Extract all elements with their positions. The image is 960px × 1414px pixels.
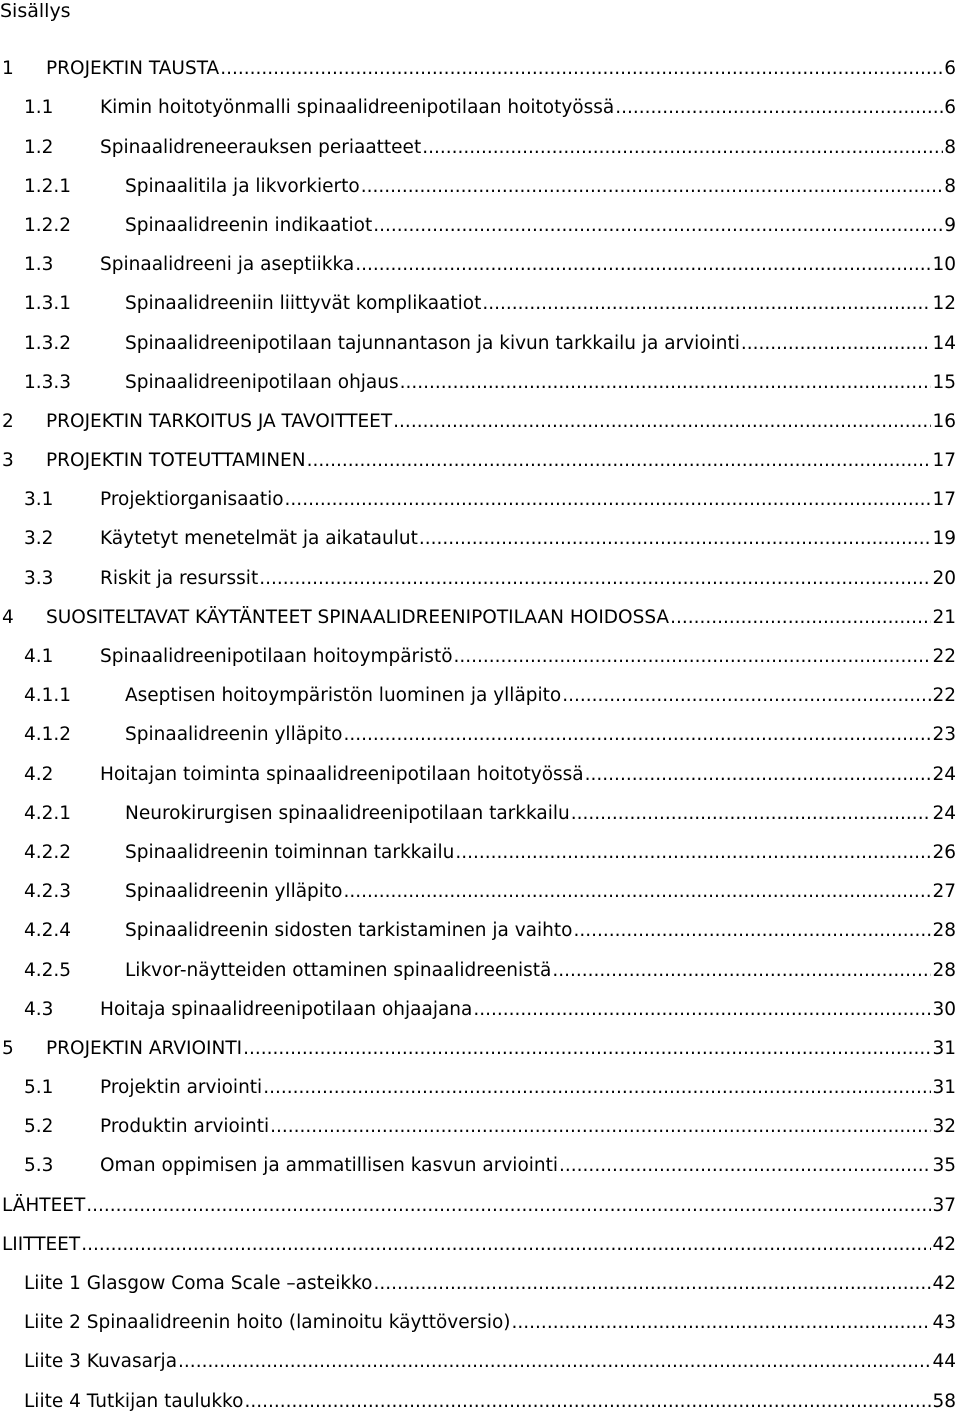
toc-entry-page: 44 <box>932 1351 956 1373</box>
toc-dot-leader <box>585 763 932 787</box>
toc-dot-leader <box>455 841 931 865</box>
toc-entry-page: 17 <box>932 450 956 472</box>
toc-dot-leader <box>243 1037 931 1061</box>
toc-dot-leader <box>307 449 932 473</box>
toc-entry-page: 22 <box>932 685 956 707</box>
toc-entry-number: 1.1 <box>24 97 54 119</box>
toc-entry-title: Spinaalitila ja likvorkierto <box>125 175 360 197</box>
toc-entry-number: 5.1 <box>24 1077 54 1099</box>
toc-entry[interactable] <box>0 238 956 277</box>
toc-entry-number: 4 <box>2 606 14 628</box>
toc-entry-page: 10 <box>932 254 956 276</box>
toc-entry-page: 12 <box>932 293 956 315</box>
toc-entry-title: Liite 3 Kuvasarja <box>24 1351 178 1373</box>
toc-entry[interactable] <box>0 1296 956 1335</box>
toc-dot-leader <box>263 1076 931 1100</box>
toc-entry[interactable] <box>0 708 956 747</box>
toc-dot-leader <box>562 684 931 708</box>
toc-entry[interactable] <box>0 434 956 473</box>
toc-dot-leader <box>361 175 944 199</box>
toc-entry[interactable] <box>0 120 956 159</box>
toc-entry-number: 4.1.1 <box>24 685 72 707</box>
toc-entry-page: 14 <box>932 332 956 354</box>
toc-entry-page: 22 <box>932 646 956 667</box>
toc-entry-page: 6 <box>944 97 956 119</box>
toc-entry-page: 26 <box>932 841 956 863</box>
toc-dot-leader <box>571 802 932 826</box>
toc-entry[interactable] <box>0 512 956 551</box>
toc-entry-number: 5.2 <box>24 1116 54 1138</box>
toc-entry-page: 30 <box>932 998 956 1020</box>
toc-entry-page: 28 <box>932 959 956 981</box>
toc-entry-title: Käytetyt menetelmät ja aikataulut <box>100 528 418 550</box>
toc-entry-title: Spinaalidreenin indikaatiot <box>125 214 373 236</box>
toc-entry[interactable] <box>0 630 956 669</box>
toc-entry[interactable] <box>0 395 956 434</box>
toc-dot-leader <box>355 253 931 277</box>
toc-entry-number: 4.2.2 <box>24 841 72 863</box>
toc-entry-number: 2 <box>2 410 14 432</box>
toc-entry-page: 16 <box>932 410 956 432</box>
toc-entry-number: 3.1 <box>24 489 54 511</box>
toc-entry-number: 1.3.2 <box>24 332 72 354</box>
toc-entry-title: Kimin hoitotyönmalli spinaalidreenipotilaan hoitotyössä <box>100 97 615 119</box>
toc-entry[interactable] <box>0 473 956 512</box>
toc-entry-number: 4.2.3 <box>24 881 72 903</box>
toc-dot-leader <box>552 959 931 983</box>
toc-entry-title: Projektin arviointi <box>100 1077 263 1099</box>
toc-dot-leader <box>422 136 943 160</box>
toc-entry[interactable] <box>0 1218 956 1257</box>
toc-entry-title: Produktin arviointi <box>100 1116 270 1138</box>
toc-entry[interactable] <box>0 277 956 316</box>
toc-entry[interactable] <box>0 983 956 1022</box>
toc-entry-page: 42 <box>932 1233 956 1255</box>
toc-entry-number: 4.2.4 <box>24 920 72 942</box>
toc-entry-title: Spinaalidreenipotilaan hoitoympäristö <box>100 646 453 667</box>
toc-entry[interactable] <box>0 747 956 786</box>
toc-entry-page: 24 <box>932 802 956 824</box>
toc-entry[interactable] <box>0 160 956 199</box>
toc-entry[interactable] <box>0 591 956 630</box>
toc-entry-page: 8 <box>944 136 956 158</box>
toc-dot-leader <box>615 96 943 120</box>
toc-entry-title: Oman oppimisen ja ammatillisen kasvun arviointi <box>100 1155 559 1177</box>
toc-dot-leader <box>482 292 931 316</box>
toc-entry-title: PROJEKTIN TARKOITUS JA TAVOITTEET <box>46 410 393 432</box>
toc-entry-title: Liite 4 Tutkijan taulukko <box>24 1390 244 1412</box>
toc-entry-number: 3.3 <box>24 567 54 589</box>
toc-entry[interactable] <box>0 787 956 826</box>
toc-entry-page: 23 <box>932 724 956 746</box>
toc-entry-page: 32 <box>932 1116 956 1138</box>
toc-dot-leader <box>400 371 932 395</box>
toc-entry-page: 19 <box>932 528 956 550</box>
toc-entry-title: Spinaalidreneerauksen periaatteet <box>100 136 422 158</box>
toc-entry-title: Spinaalidreenin ylläpito <box>125 881 343 903</box>
toc-entry[interactable] <box>0 1335 956 1374</box>
toc-entry-title: Liite 1 Glasgow Coma Scale –asteikko <box>24 1273 373 1294</box>
toc-dot-leader <box>374 1272 932 1296</box>
toc-entry-number: 4.1.2 <box>24 724 72 746</box>
toc-entry-page: 9 <box>944 214 956 236</box>
toc-entry-page: 24 <box>932 763 956 785</box>
toc-entry-title: Spinaalidreenin toiminnan tarkkailu <box>125 841 455 863</box>
toc-dot-leader <box>81 1233 931 1257</box>
toc-list <box>0 42 956 1414</box>
toc-entry-number: 1.3.1 <box>24 293 72 315</box>
toc-dot-leader <box>512 1311 932 1335</box>
toc-entry-title: Spinaalidreenin ylläpito <box>125 724 343 746</box>
toc-entry-title: Riskit ja resurssit <box>100 567 259 589</box>
toc-entry[interactable] <box>0 316 956 355</box>
toc-entry-number: 3.2 <box>24 528 54 550</box>
toc-entry-page: 20 <box>932 567 956 589</box>
toc-entry-number: 1.2.2 <box>24 214 72 236</box>
toc-entry-page: 17 <box>932 489 956 511</box>
toc-entry[interactable] <box>0 356 956 395</box>
toc-dot-leader <box>259 567 931 591</box>
toc-entry-page: 21 <box>932 606 956 628</box>
toc-entry-number: 5.3 <box>24 1155 54 1177</box>
toc-entry-page: 35 <box>932 1155 956 1177</box>
toc-entry-title: PROJEKTIN TOTEUTTAMINEN <box>46 450 306 472</box>
toc-dot-leader <box>741 332 932 356</box>
toc-entry[interactable] <box>0 1374 956 1413</box>
toc-dot-leader <box>559 1154 931 1178</box>
toc-entry-number: 4.2 <box>24 763 54 785</box>
toc-dot-leader <box>178 1350 931 1374</box>
toc-entry[interactable] <box>0 865 956 904</box>
toc-dot-leader <box>573 919 931 943</box>
toc-entry-page: 42 <box>932 1273 956 1294</box>
toc-dot-leader <box>419 527 932 551</box>
toc-entry-title: Spinaalidreeniin liittyvät komplikaatiot <box>125 293 482 315</box>
toc-entry-title: PROJEKTIN ARVIOINTI <box>46 1037 243 1059</box>
toc-dot-leader <box>393 410 931 434</box>
toc-entry[interactable] <box>0 199 956 238</box>
toc-entry-title: LÄHTEET <box>2 1194 86 1216</box>
toc-entry[interactable] <box>0 551 956 590</box>
toc-entry-page: 27 <box>932 881 956 903</box>
toc-dot-leader <box>373 214 943 238</box>
toc-entry-title: Liite 2 Spinaalidreenin hoito (laminoitu käyttöversio) <box>24 1312 511 1334</box>
toc-entry-page: 43 <box>932 1312 956 1334</box>
toc-entry-title: Spinaalidreenipotilaan ohjaus <box>125 371 399 393</box>
toc-entry-number: 1.3.3 <box>24 371 72 393</box>
toc-entry-number: 4.2.5 <box>24 959 72 981</box>
toc-entry-title: Aseptisen hoitoympäristön luominen ja ylläpito <box>125 685 562 707</box>
toc-entry[interactable] <box>0 826 956 865</box>
toc-dot-leader <box>454 645 932 669</box>
toc-entry[interactable] <box>0 943 956 982</box>
toc-entry-title: Spinaalidreeni ja aseptiikka <box>100 254 355 276</box>
toc-entry-number: 1.2 <box>24 136 54 158</box>
toc-entry-page: 31 <box>932 1037 956 1059</box>
toc-entry-page: 28 <box>932 920 956 942</box>
toc-title: Sisällys <box>0 0 71 22</box>
toc-entry-page: 31 <box>932 1077 956 1099</box>
toc-dot-leader <box>220 57 943 81</box>
toc-entry-title: SUOSITELTAVAT KÄYTÄNTEET SPINAALIDREENIPOTILAAN HOIDOSSA <box>46 606 670 628</box>
toc-entry-number: 4.3 <box>24 998 54 1020</box>
toc-entry-title: Hoitajan toiminta spinaalidreenipotilaan hoitotyössä <box>100 763 584 785</box>
toc-entry-number: 3 <box>2 450 14 472</box>
toc-entry-number: 4.2.1 <box>24 802 72 824</box>
toc-entry-page: 58 <box>932 1390 956 1412</box>
toc-entry-number: 5 <box>2 1037 14 1059</box>
toc-entry-title: Hoitaja spinaalidreenipotilaan ohjaajana <box>100 998 473 1020</box>
toc-dot-leader <box>86 1194 931 1218</box>
toc-dot-leader <box>344 723 932 747</box>
toc-dot-leader <box>285 488 932 512</box>
toc-entry-number: 1.2.1 <box>24 175 72 197</box>
toc-entry[interactable] <box>0 81 956 120</box>
toc-entry-page: 8 <box>944 175 956 197</box>
toc-entry-title: Likvor-näytteiden ottaminen spinaalidreenistä <box>125 959 552 981</box>
toc-entry[interactable] <box>0 1178 956 1217</box>
toc-entry[interactable] <box>0 1061 956 1100</box>
toc-entry-number: 4.1 <box>24 646 54 667</box>
toc-entry[interactable] <box>0 1022 956 1061</box>
toc-entry-number: 1 <box>2 58 14 80</box>
toc-entry-page: 6 <box>944 58 956 80</box>
toc-entry-title: Neurokirurgisen spinaalidreenipotilaan tarkkailu <box>125 802 570 824</box>
toc-entry[interactable] <box>0 1257 956 1296</box>
toc-entry[interactable] <box>0 904 956 943</box>
toc-entry-title: PROJEKTIN TAUSTA <box>46 58 220 80</box>
toc-dot-leader <box>344 880 932 904</box>
toc-entry[interactable] <box>0 1100 956 1139</box>
toc-entry-title: Projektiorganisaatio <box>100 489 284 511</box>
toc-dot-leader <box>473 998 931 1022</box>
toc-entry[interactable] <box>0 1139 956 1178</box>
toc-entry-number: 1.3 <box>24 254 54 276</box>
toc-entry-title: Spinaalidreenipotilaan tajunnantason ja kivun tarkkailu ja arviointi <box>125 332 740 354</box>
toc-dot-leader <box>270 1115 931 1139</box>
toc-entry-page: 15 <box>932 371 956 393</box>
toc-entry-title: Spinaalidreenin sidosten tarkistaminen ja vaihto <box>125 920 573 942</box>
toc-entry-page: 37 <box>932 1194 956 1216</box>
toc-entry[interactable] <box>0 669 956 708</box>
toc-dot-leader <box>670 606 931 630</box>
toc-entry-title: LIITTEET <box>2 1233 81 1255</box>
toc-entry[interactable] <box>0 42 956 81</box>
